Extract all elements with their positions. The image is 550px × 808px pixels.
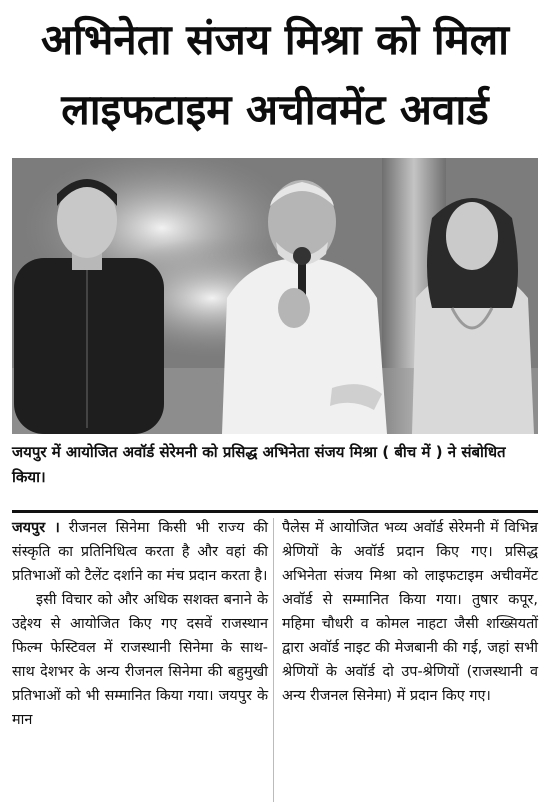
news-photo xyxy=(12,158,538,434)
caption-divider xyxy=(12,510,538,513)
headline-line-1: अभिनेता संजय मिश्रा को मिला xyxy=(40,15,510,64)
column-divider xyxy=(273,518,274,802)
photo-illustration xyxy=(12,158,538,434)
headline-line-2: लाइफटाइम अचीवमेंट अवार्ड xyxy=(61,85,489,134)
article-text: रीजनल सिनेमा किसी भी राज्य की संस्कृति का प्रतिनिधित्व करता है और वहां की प्रतिभाओं को टैलेंट दर्शाने का मंच प्रदान करता है। xyxy=(12,520,268,584)
article-paragraph xyxy=(12,516,268,588)
photo-caption: जयपुर में आयोजित अवॉर्ड सेरेमनी को प्रसिद्ध अभिनेता संजय मिश्रा ( बीच में ) ने संबोधित किया। xyxy=(12,443,506,486)
article-column-left xyxy=(12,516,268,732)
article-column-right xyxy=(282,516,538,708)
article-paragraph: पैलेस में आयोजित भव्य अवॉर्ड सेरेमनी में विभिन्न श्रेणियों के अवॉर्ड प्रदान किए गए। प्रसिद्ध अभिनेता संजय मिश्रा को लाइफटाइम अचीवमेंट अवॉर्ड से सम्मानित किया गया। तुषार कपूर, महिमा चौधरी व कोमल नाहटा जैसी शख्सियतों द्वारा अवॉर्ड नाइट की मेजबानी की गई, जहां सभी श्रेणियों के अवॉर्ड दो उप-श्रेणियों (राजस्थानी व अन्य रीजनल सिनेमा) में प्रदान किए गए। xyxy=(282,520,538,704)
article-paragraph: इसी विचार को और अधिक सशक्त बनाने के उद्देश्य से आयोजित किए गए दसवें राजस्थान फिल्म फेस्टिवल में राजस्थानी सिनेमा के साथ-साथ देशभर के अन्य रीजनल सिनेमा की बहुमुखी प्रतिभाओं को भी सम्मानित किया गया। जयपुर के मान xyxy=(12,592,268,728)
dateline: जयपुर । xyxy=(12,520,60,536)
